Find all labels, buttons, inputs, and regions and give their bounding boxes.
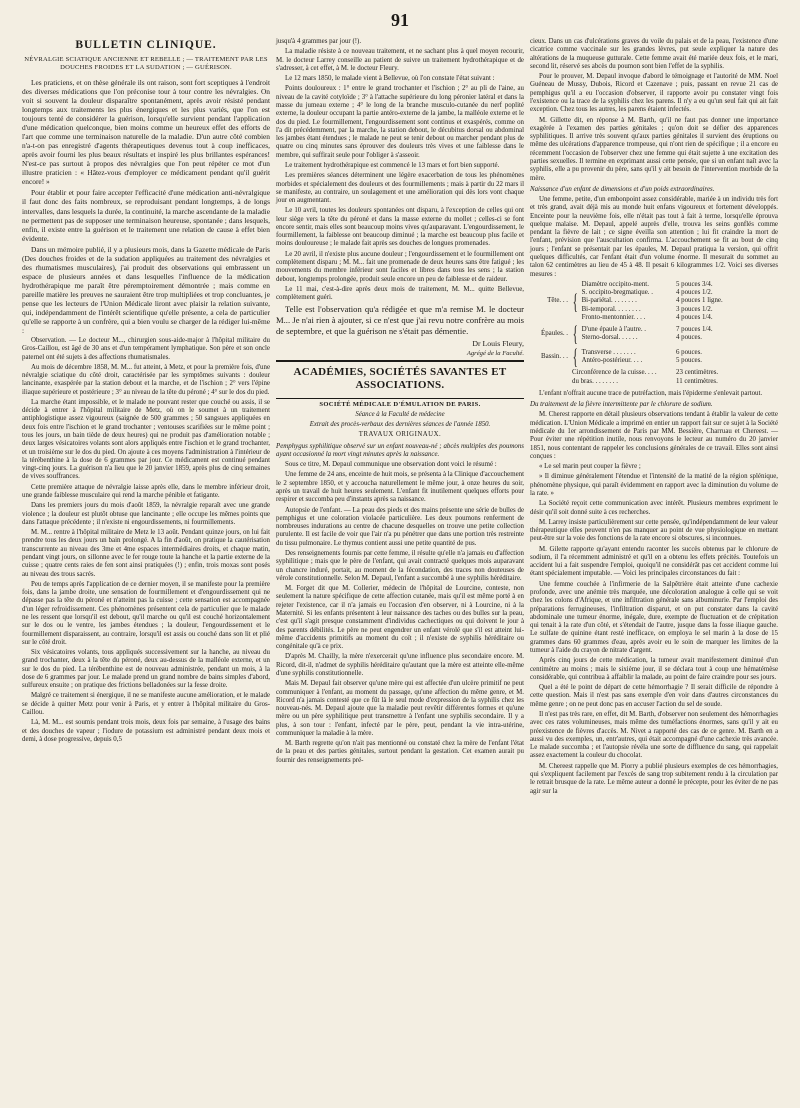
session-line: Séance à la Faculté de médecine [355, 411, 445, 419]
article-heading: Naissance d'un enfant de dimensions et d'un poids extraordinaires. [530, 185, 715, 193]
measure-group-head [534, 281, 778, 322]
paragraph: L'enfant n'offrait aucune trace de putréfaction, mais l'épiderme s'enlevait partout. [539, 389, 763, 397]
column-3 [530, 38, 778, 798]
paragraph: Le 12 mars 1850, le malade vient à Bellevue, où l'on constate l'état suivant : [285, 75, 495, 83]
paragraph: Une femme couchée à l'infirmerie de la Salpêtrière était atteinte d'une cachexie profonde, avec une anémie très marquée, une décoloration analogue à celle qui se voit chez les colons d'Afrique, et une infiltration générale sans albuminurie. Par l'emploi des préparations ferrugineuses, l'infiltration disparut, et on put constater dans la cavité abdominale une tumeur énorme, inégale, dure, exempte de fluctuation et de crépitation qui tenait à la rate d'un côté, et s'étendait de l'autre, jusque dans la fosse iliaque gauche. Le sulfate de quinine étant resté inefficace, on employa le sel marin à la dose de 15 grammes dans 60 grammes d'eau, après avoir eu le soin de marquer les limites de la tumeur à l'aide du crayon de nitrate d'argent. [530, 580, 778, 654]
paragraph: Peu de temps après l'application de ce dernier moyen, il se manifeste pour la première fois, dans la jambe droite, une sensation de fourmillement et d'engourdissement qui ne dépasse pas la tête du péroné et n'atteint pas la cuisse ; cette sensation est accompagnée d'un léger refroidissement. Ces phénomènes présentent cela de particulier que le malade ne les ressent que lorsqu'il est debout, qu'il marche ou qu'il est couché horizontalement sur le dos ou le ventre, les jambes étendues ; la douleur, l'engourdissement et le fourmillement disparaissent, au contraire, lorsqu'il est assis ou couché dans son lit et plié sur le côté droit. [22, 580, 270, 646]
paragraph: Points douloureux : 1° entre le grand trochanter et l'ischion ; 2° au pli de l'aine, au niveau de la cavité cotyloïde ; 3° à l'attache supérieure du long péronier latéral et dans la masse du jumeau externe ; 4° le long de la branche musculo-cutanée du nerf poplité externe, la douleur occupant la partie antéro-externe de la jambe, la malléole externe et le dos du pied. Le fourmillement, l'engourdissement sont continus et exaspérés, comme on l'a dit précédemment, par la marche, la station debout, le décubitus dorsal ou abdominal les jambes étant étendues ; le malade ne peut se tenir debout ou marcher pendant plus de quatre ou cinq minutes sans éprouver des douleurs très vives et une faiblesse dans le membre, qui suffirait seule pour l'obliger à s'asseoir. [276, 85, 524, 159]
group-label: Bassin. . . [541, 353, 568, 361]
measure-row: S. occipito-bregmatique. . 4 pouces 1/2. [581, 289, 713, 297]
section-divider [276, 360, 524, 362]
section-title: ACADÉMIES, SOCIÉTÉS SAVANTES ET ASSOCIATIONS. [293, 365, 507, 392]
society-name: SOCIÉTÉ MÉDICALE D'ÉMULATION DE PARIS. [319, 401, 481, 409]
paragraph: M. Cherest rapporte en détail plusieurs observations tendant à établir la valeur de cette médication. L'Union Médicale a imprimé en entier un rapport fait sur ce sujet à la Société médicale du 1er arrondissement de Paris par MM. Bessière, Charruau et Chereest. — Pour éviter une répétition inutile, nous renvoyons le lecteur au numéro du 20 janvier 1851, nous contentant de rappeler les conclusions générales de ce travail. Elles sont ainsi conçues : [530, 411, 778, 460]
paragraph: Après cinq jours de cette médication, la tumeur avait manifestement diminué d'un centimètre au moins ; mais le sixième jour, il se déclara tout à coup une hématémèse considérable, qui contribua à affaiblir la malade, au point de faire craindre pour ses jours. [530, 657, 778, 681]
measure-row: D'une épaule à l'autre. . 7 pouces 1/4. [581, 326, 713, 333]
group-label: Épaules. . [541, 330, 568, 338]
paragraph: cieux. Dans un cas d'ulcérations graves du voile du palais et de la peau, l'existence d'une cicatrice comme vaccinale sur les grandes lèvres, put seule expliquer la nature des altérations de la muqueuse gutturale. Cette femme avait été mariée deux fois, et le mari, second lit, réservé ses abcès du poumon sont bien l'effet de la syphilis. [530, 38, 778, 70]
brace: { [572, 288, 578, 314]
measure-row: Bi-temporal. . . . . . . . 3 pouces 1/2. [581, 305, 713, 313]
column-1 [22, 38, 270, 746]
paragraph: Les praticiens, et on thèse générale ils ont raison, sont fort sceptiques à l'endroit des diverses médications que l'on préconise tour à tour contre les névralgies. On voit si souvent la douleur disparaître spontanément, après avoir résisté pendant longtemps aux traitements les plus énergiques et les plus variés, que l'on est toujours tenté de considérer la guérison, lorsqu'elle survient pendant l'application d'une médication quelconque, bien moins comme un heureux effet des efforts de l'art que comme une terminaison naturelle de la maladie. D'un autre côté combien n'a-t-on pas enregistré d'agents thérapeutiques devenus tout à coup inefficaces, après avoir fourni les plus beaux résultats et inspiré les plus brillantes espérances! N'est-ce pas surtout à propos des névralgies que l'on peut répéter ce mot d'un illustre praticien : « Hâtez-vous d'employer ce médicament pendant qu'il guérit encore! » [22, 78, 270, 187]
page-number: 91 [391, 10, 409, 30]
signature-title: Agrégé de la Faculté. [466, 349, 524, 357]
paragraph: jusqu'à 4 grammes par jour (!). [276, 38, 362, 45]
section-divider [276, 398, 524, 399]
paragraph: Dans un mémoire publié, il y a plusieurs mois, dans la Gazette médicale de Paris (Des douches froides et de la sudation appliquées au traitement des névralgies et des rhumatismes musculaires), j'ai produit des observations qui embrassent un espace de plusieurs années et dans lesquelles l'influence de la médication hydrothérapique me paraît être péremptoirement démontrée ; mais comme en pareille matière les preuves ne sauraient être trop multipliées et trop concluantes, je pense que les lecteurs de l'Union Médicale liront avec plaisir la relation suivante, qui, indépendamment de l'intérêt scientifique qu'elle présente, a cela de particulier qu'elle se rapporte à un confrère, qui a bien voulu se charger de la rédiger lui-même : [22, 244, 270, 335]
signature: Dr Louis Fleury, [472, 338, 524, 348]
column-2 [276, 38, 524, 767]
works-heading: TRAVAUX ORIGINAUX. [358, 431, 442, 439]
paragraph: Là, M. M... est soumis pendant trois mois, deux fois par semaine, à l'usage des bains et des douches de vapeur ; l'iodure de potassium est administré pendant deux mois et demi, à dose progressive, depuis 0,5 [22, 719, 270, 743]
paragraph: Dans les premiers jours du mois d'août 1859, la névralgie reparaît avec une grande violence ; la douleur est plutôt obtuse que lancinante ; elle occupe les mêmes points que dans l'attaque précédente ; il n'existe ni engourdissements, ni fourmillements. [22, 502, 270, 526]
extract-line: Extrait des procès-verbaux des dernières séances de l'année 1850. [309, 421, 491, 429]
paragraph: La Société reçoit cette communication avec intérêt. Plusieurs membres expriment le désir qu'il soit donné suite à ces recherches. [530, 500, 778, 516]
paragraph: Une femme, petite, d'un embonpoint assez considérable, mariée à un individu très fort et très grand, avait déjà mis au monde huit enfans vigoureux et fortement développés. Enceinte pour la neuvième fois, elle n'était pas tout à fait à terme, lorsqu'elle éprouva quelque malaise. M. Depaul, appelé auprès d'elle, trouva les seins gonflés comme pendant la fièvre de lait ; ce signe éveilla son attention ; lui fit craindre la mort de l'enfant, prévision que l'auscultation confirma. L'accouchement se fit au bout de cinq jours ; l'enfant se présentait par les épaules, M. Depaul pratiqua la version, qui offrit quelques difficultés, car l'enfant était d'un volume énorme. Il mesurait du sommet au talon 62 centimètres au lieu de 45 à 48. Il pesait 6 kilogrammes 1/2. Voici ses diverses mesures : [530, 196, 778, 278]
paragraph: Le traitement hydrothérapique est commencé le 13 mars et fort bien supporté. [285, 161, 500, 169]
measure-row: du bras. . . . . . . . 11 centimètres. [572, 377, 718, 385]
paragraph: Pour établir et pour faire accepter l'efficacité d'une médication anti-névralgique il faut donc des faits nombreux, se reproduisant pendant longtemps, à de longs intervalles, dans lesquels la durée, la continuité, la marche ascendante de la maladie ne permettent pas de supposer une terminaison heureuse, spontanée ; dans lesquels, enfin, il existe entre la guérison et le traitement une relation de cause à effet bien évidente. [22, 188, 270, 243]
paragraph: Le 20 avril, il n'existe plus aucune douleur ; l'engourdissement et le fourmillement ont complètement disparu ; M. M... fait une promenade de deux heures sans être fatigué ; les mouvements du membre inférieur sont faciles et libres dans tous les sens ; la station debout, longtemps prolongée, produit seule encore un peu de faiblesse et de raideur. [276, 250, 524, 283]
paragraph: Le 11 mai, c'est-à-dire après deux mois de traitement, M. M... quitte Bellevue, complètement guéri. [276, 285, 524, 302]
brace: { [572, 344, 578, 370]
paragraph: Au mois de décembre 1858, M. M... fut atteint, à Metz, et pour la première fois, d'une névralgie sciatique du côté droit, caractérisée par les symptômes suivants : douleur lancinante, exaspérée par la station debout et la marche, et de l'ischion ; 2° vers l'épine iliaque supérieure et postérieure ; 3° au niveau de la tête du péroné ; 4° sur le dos du pied. [22, 363, 270, 396]
paragraph: La marche étant impossible, et le malade ne pouvant rester que couché ou assis, il se décide à entrer à l'hôpital militaire de Metz, où on le soumet à un traitement antiphlogistique assez vigoureux (saignée de 500 grammes ; 50 sangsues appliquées en deux fois entre l'ischion et le grand trochanter ; ventouses scarifiées sur le même point ; tous les jours, un bain tiède de deux heures) qui ne produit pas d'amélioration notable ; deux larges vésicatoires volants sont alors appliqués entre l'ischion et le grand trochanter, et un troisième sur le dos du pied. On ajoute à ces moyens l'administration à l'intérieur de la térébenthine à la dose de 6 grammes par jour. Ce médicament est continué pendant vingt-cinq jours. La guérison n'a lieu que le 20 janvier 1859, après plus de cinq semaines de vives souffrances. [22, 398, 270, 481]
closing-paragraph: Telle est l'observation qu'a rédigée et que m'a remise M. le docteur M... Je n'ai rien à ajouter, si ce n'est que j'ai revu notre confrère au mois de septembre, et que la guérison ne s'était pas démentie. [276, 304, 524, 336]
paragraph: D'après M. Chailly, la mère n'exercerait qu'une influence plus secondaire encore. M. Ricord, dit-il, n'admet de syphilis héréditaire qu'autant que la mère est atteinte elle-même d'une syphilis constitutionnelle. [276, 653, 524, 677]
article-heading: Du traitement de la fièvre intermittente par le chlorure de sodium. [530, 401, 713, 409]
paragraph: M. M... rentre à l'hôpital militaire de Metz le 13 août. Pendant quinze jours, on lui fait prendre tous les deux jours un bain prolongé. A la fin d'août, on pratique la cautérisation transcurrente au niveau des 3me et 4me espaces intermédiaires droits, et chaque matin, pendant vingt jours, on sillonne avec le fer rouge toute la hanche et la partie externe de la cuisse ; quatre cents raies de fen sont ainsi pratiquées (!) ; enfin, trois moxas sont posés au niveau des trous sacrés. [22, 529, 270, 578]
measure-row: Circonférence de la cuisse. . . . 23 centimètres. [572, 369, 719, 377]
paragraph: Le 10 avril, toutes les douleurs spontanées ont disparu, à l'exception de celles qui ont leur siège vers la tête du péroné et dans la masse externe du mollet ; celles-ci se font encore sentir, mais elles sont beaucoup moins vives qu'auparavant. L'engourdissement, le fourmillement, la faiblesse ont beaucoup diminué ; la marche est beaucoup plus facile et moins douloureuse ; le malade fait après ses douches de longues promenades. [276, 207, 524, 248]
paragraph: Pour le prouver, M. Depaul invoque d'abord le témoignage et l'autorité de MM. Noel Guéneau de Mussy, Dubois, Ricord et Cazenave ; puis, passant en revue 21 cas de pemphigus qu'il a eu l'occasion d'observer, il rapporte avoir pu constater vingt fois l'existence ou la trace de la syphilis chez les parens. Il n'y a eu qu'un seul fait qui ait fait exception. Chez tous les autres, les parens étaient infectés. [530, 73, 778, 114]
paragraph: M. Chereest rappelle que M. Piorry a publié plusieurs exemples de ces hémorrhagies, qui s'expliquent facilement par l'excès de sang trop subitement rendu à la circulation par le retrait brusque de la rate. Le même auteur a donné le précepte, pour les éviter de ne pas agir sur la [530, 762, 778, 795]
paragraph: « Le sel marin peut couper la fièvre ; [539, 463, 641, 471]
paragraph: Il n'est pas très rare, en effet, dit M. Barth, d'observer non seulement des hémorrhagies avec ces rates volumineuses, mais même des tuméfactions énormes, sans qu'il y ait eu préexistence de fièvres d'accès. M. Nivet a rapporté des cas de ce genre. M. Barth en a aussi vu des exemples, un, entr'autres, qui était accompagné d'une cachexie très avancée. Le malade succomba ; et l'autopsie révéla une sorte de diffluence du sang, qui rappelait assez exactement la couleur du chocolat. [530, 710, 778, 760]
paragraph: M. Larrey insiste particulièrement sur cette pensée, qu'indépendamment de leur valeur thérapeutique elles peuvent n'en pas manquer au point de vue physiologique en mettant peut-être sur la voie des fonctions de la rate encore si obscures, si inconnues. [530, 518, 778, 543]
brace: { [572, 321, 578, 347]
paragraph: Quel a été le point de départ de cette hémorrhagie ? Il serait difficile de répondre à cette question. Mais il n'est pas sans exemple d'en voir dans d'autres circonstances du même genre ; on ne peut donc pas en accuser l'action du sel de soude. [530, 684, 778, 708]
paragraph: Des renseignements fournis par cette femme, il résulte qu'elle n'a jamais eu d'affection syphilitique ; mais que le père de l'enfant, qui avait contracté quelques mois auparavant un chancre induré, portait, au moment de la fécondation, des traces non douteuses de vérole constitutionnelle. Selon M. Depaul, l'enfant a succombé à une syphilis héréditaire. [276, 550, 524, 582]
paragraph: La maladie résiste à ce nouveau traitement, et ne sachant plus à quel moyen recourir, M. le docteur Larrey conseille au patient de suivre un traitement hydrothérapique et de s'adresser, à cet effet, à M. le docteur Fleury. [276, 48, 524, 72]
measure-row: Antéro-postérieur. . . . 5 pouces. [581, 357, 703, 365]
paragraph: Cette première attaque de névralgie laisse après elle, dans le membre inférieur droit, une grande faiblesse musculaire qui rend la marche pénible et fatigante. [22, 483, 270, 500]
measure-group-pelvis [534, 346, 778, 368]
paragraph: Observation. — Le docteur M..., chirurgien sous-aide-major à l'hôpital militaire du Gros-Caillou, est âgé de 30 ans et d'un tempérament lymphatique. Son père et son oncle paternel ont été sujets à des affections rhumatismales. [22, 336, 270, 361]
paragraph: Sous ce titre, M. Depaul communique une observation dont voici le résumé : [285, 461, 497, 469]
paragraph: M. Gilette rapporte qu'ayant entendu raconter les succès obtenus par le chlorure de sodium, il l'a récemment administré et qu'il en a obtenu les effets précités. Toutefois un accident lui a fait suspendre l'emploi, quoiqu'il ne considérât pas cet accident comme lui étant spécialement imputable. — Voici les principales circonstances du fait : [530, 545, 778, 578]
paragraph: M. Forget dit que M. Collerier, médecin de l'hôpital de Lourcine, conteste, non seulement la nature spécifique de cette affection cutanée, mais qu'il est même porté à en rejeter l'existence, car il n'a jamais eu l'occasion d'en observer, ni à Lourcine, ni à la Maternité. Si les enfants présentent à leur naissance des taches ou des bulles sur la peau, c'est qu'il s'agit presque constamment d'individus cachectiques ou qui doivent le jour à des parents débilités. Le père ne peut engendrer un enfant vérolé que s'il est atteint lui-même d'accidents primitifs au moment du coït ; il n'existe de syphilis héréditaire ou congénitale qu'à ce prix. [276, 585, 524, 651]
bulletin-title: BULLETIN CLINIQUE. [75, 39, 217, 51]
measure-row: Fronto-mentonnier. . . . 4 pouces 1/4. [581, 314, 713, 321]
paragraph: » Il diminue généralement l'étendue et l'intensité de la matité de la région splénique, phénomène physique, qui paraît évidemment en rapport avec la diminution du volume de la rate. » [530, 473, 778, 497]
article-subtitle: NÉVRALGIE SCIATIQUE ANCIENNE ET REBELLE ; — TRAITEMENT PAR LES DOUCHES FROIDES ET LA SUDATION ; — GUÉRISON. [24, 56, 268, 72]
measure-group-shoulders [534, 323, 778, 345]
paragraph: Une femme de 24 ans, enceinte de huit mois, se présenta à la Clinique d'accouchement le 2 septembre 1850, et y accoucha naturellement le même jour, à onze heures du soir, après un travail de huit heures seulement. L'enfant fit inutilement quelques efforts pour respirer et succomba peu d'instants après sa naissance. [276, 471, 524, 504]
measure-row: Diamètre occipito-ment. 5 pouces 3/4. [581, 280, 713, 288]
paragraph: Malgré ce traitement si énergique, il ne se manifeste aucune amélioration, et le malade se décide à quitter Metz pour venir à Paris, et y entrer à l'hôpital militaire du Gros-Caillou. [22, 692, 270, 717]
measurements-table [534, 281, 778, 386]
paragraph: Mais M. Depaul fait observer qu'une mère qui est affectée d'un ulcère primitif ne peut communiquer à l'enfant, au moment du passage, qu'une affection du même genre, et M. Ricord n'a jamais contesté que ce fût là le seul mode d'expression de la syphilis chez les nouveau-nés. M. Depaul ajoute que la maladie peut revêtir différentes formes et qu'une mère ou un père syphilitique peut transmettre à l'enfant une syphilis secondaire. Il y a plus, à son tour : l'enfant, infecté par le père, peut, pendant la vie intra-utérine, communiquer la maladie à la mère. [276, 680, 524, 737]
article-heading: Pemphygus syphilitique observé sur un enfant nouveau-né ; abcès multiples des poumons ayant occasionné la mort vingt minutes après la naissance. [276, 442, 524, 458]
measure-row: Sterno-dorsal. . . . . . 4 pouces. [581, 334, 703, 342]
paragraph: M. Gillette dit, en réponse à M. Barth, qu'il ne faut pas donner une importance exagérée à l'examen des parties génitales ; qu'on doit se défier des apparences syphilitiques. Il arrive très souvent qu'aux parties génitales il survient des éruptions ou même des ulcérations d'apparence trompeuse, qui n'ont rien de spécifique ; il a encore eu récemment l'occasion de l'observer chez une femme qui était sujette à une excitation des parties sexuelles. Il termine en exprimant aussi cette pensée, que si un enfant naît avec la syphilis, elle a pu provenir du père, sans qu'il y ait besoin de l'intervention morbide de la mère. [530, 116, 778, 182]
measure-row: Bi-pariétal. . . . . . . . 4 pouces 1 ligne. [581, 297, 723, 305]
paragraph: M. Barth regrette qu'on n'ait pas mentionné ou constaté chez la mère de l'enfant l'état de la peau et des parties génitales, surtout pendant la gestation. Cet examen aurait pu fournir des renseignements pré- [276, 740, 524, 764]
paragraph: Les premières séances déterminent une légère exacerbation de tous les phénomènes morbides et spécialement des douleurs et des fourmillements ; mais à partir du 22 mars il se manifeste, au contraire, un soulagement et une amélioration qui dès lors vont chaque jour en augmentant. [276, 172, 524, 205]
group-label: Tête. . . [547, 297, 568, 305]
paragraph: Autopsie de l'enfant. — La peau des pieds et des mains présente une série de bulles de pemphigus et une coloration violacée particulière. Les deux poumons renferment de nombreuses indurations au centre de chacune desquelles on trouve une petite collection purulente. Il est facile de voir que l'air n'a pu pénétrer que dans une portion très restreinte du tissu pulmonaire. Le thymus contient aussi une petite quantité de pus. [276, 506, 524, 547]
paragraph: Six vésicatoires volants, tous appliqués successivement sur la hanche, au niveau du grand trochanter, deux à la tête du péroné, deux au-dessus de la malléole externe, et un sur le dos du pied. La térébenthine est de nouveau administrée, pendant un mois, à la dose de 6 grammes par jour. Le malade prend un grand nombre de bains simples d'abord, sulfureux ensuite ; on pratique des frictions belladonées sur la fesse droite. [22, 649, 270, 690]
measure-row: Transverse . . . . . . . 6 pouces. [581, 349, 703, 356]
